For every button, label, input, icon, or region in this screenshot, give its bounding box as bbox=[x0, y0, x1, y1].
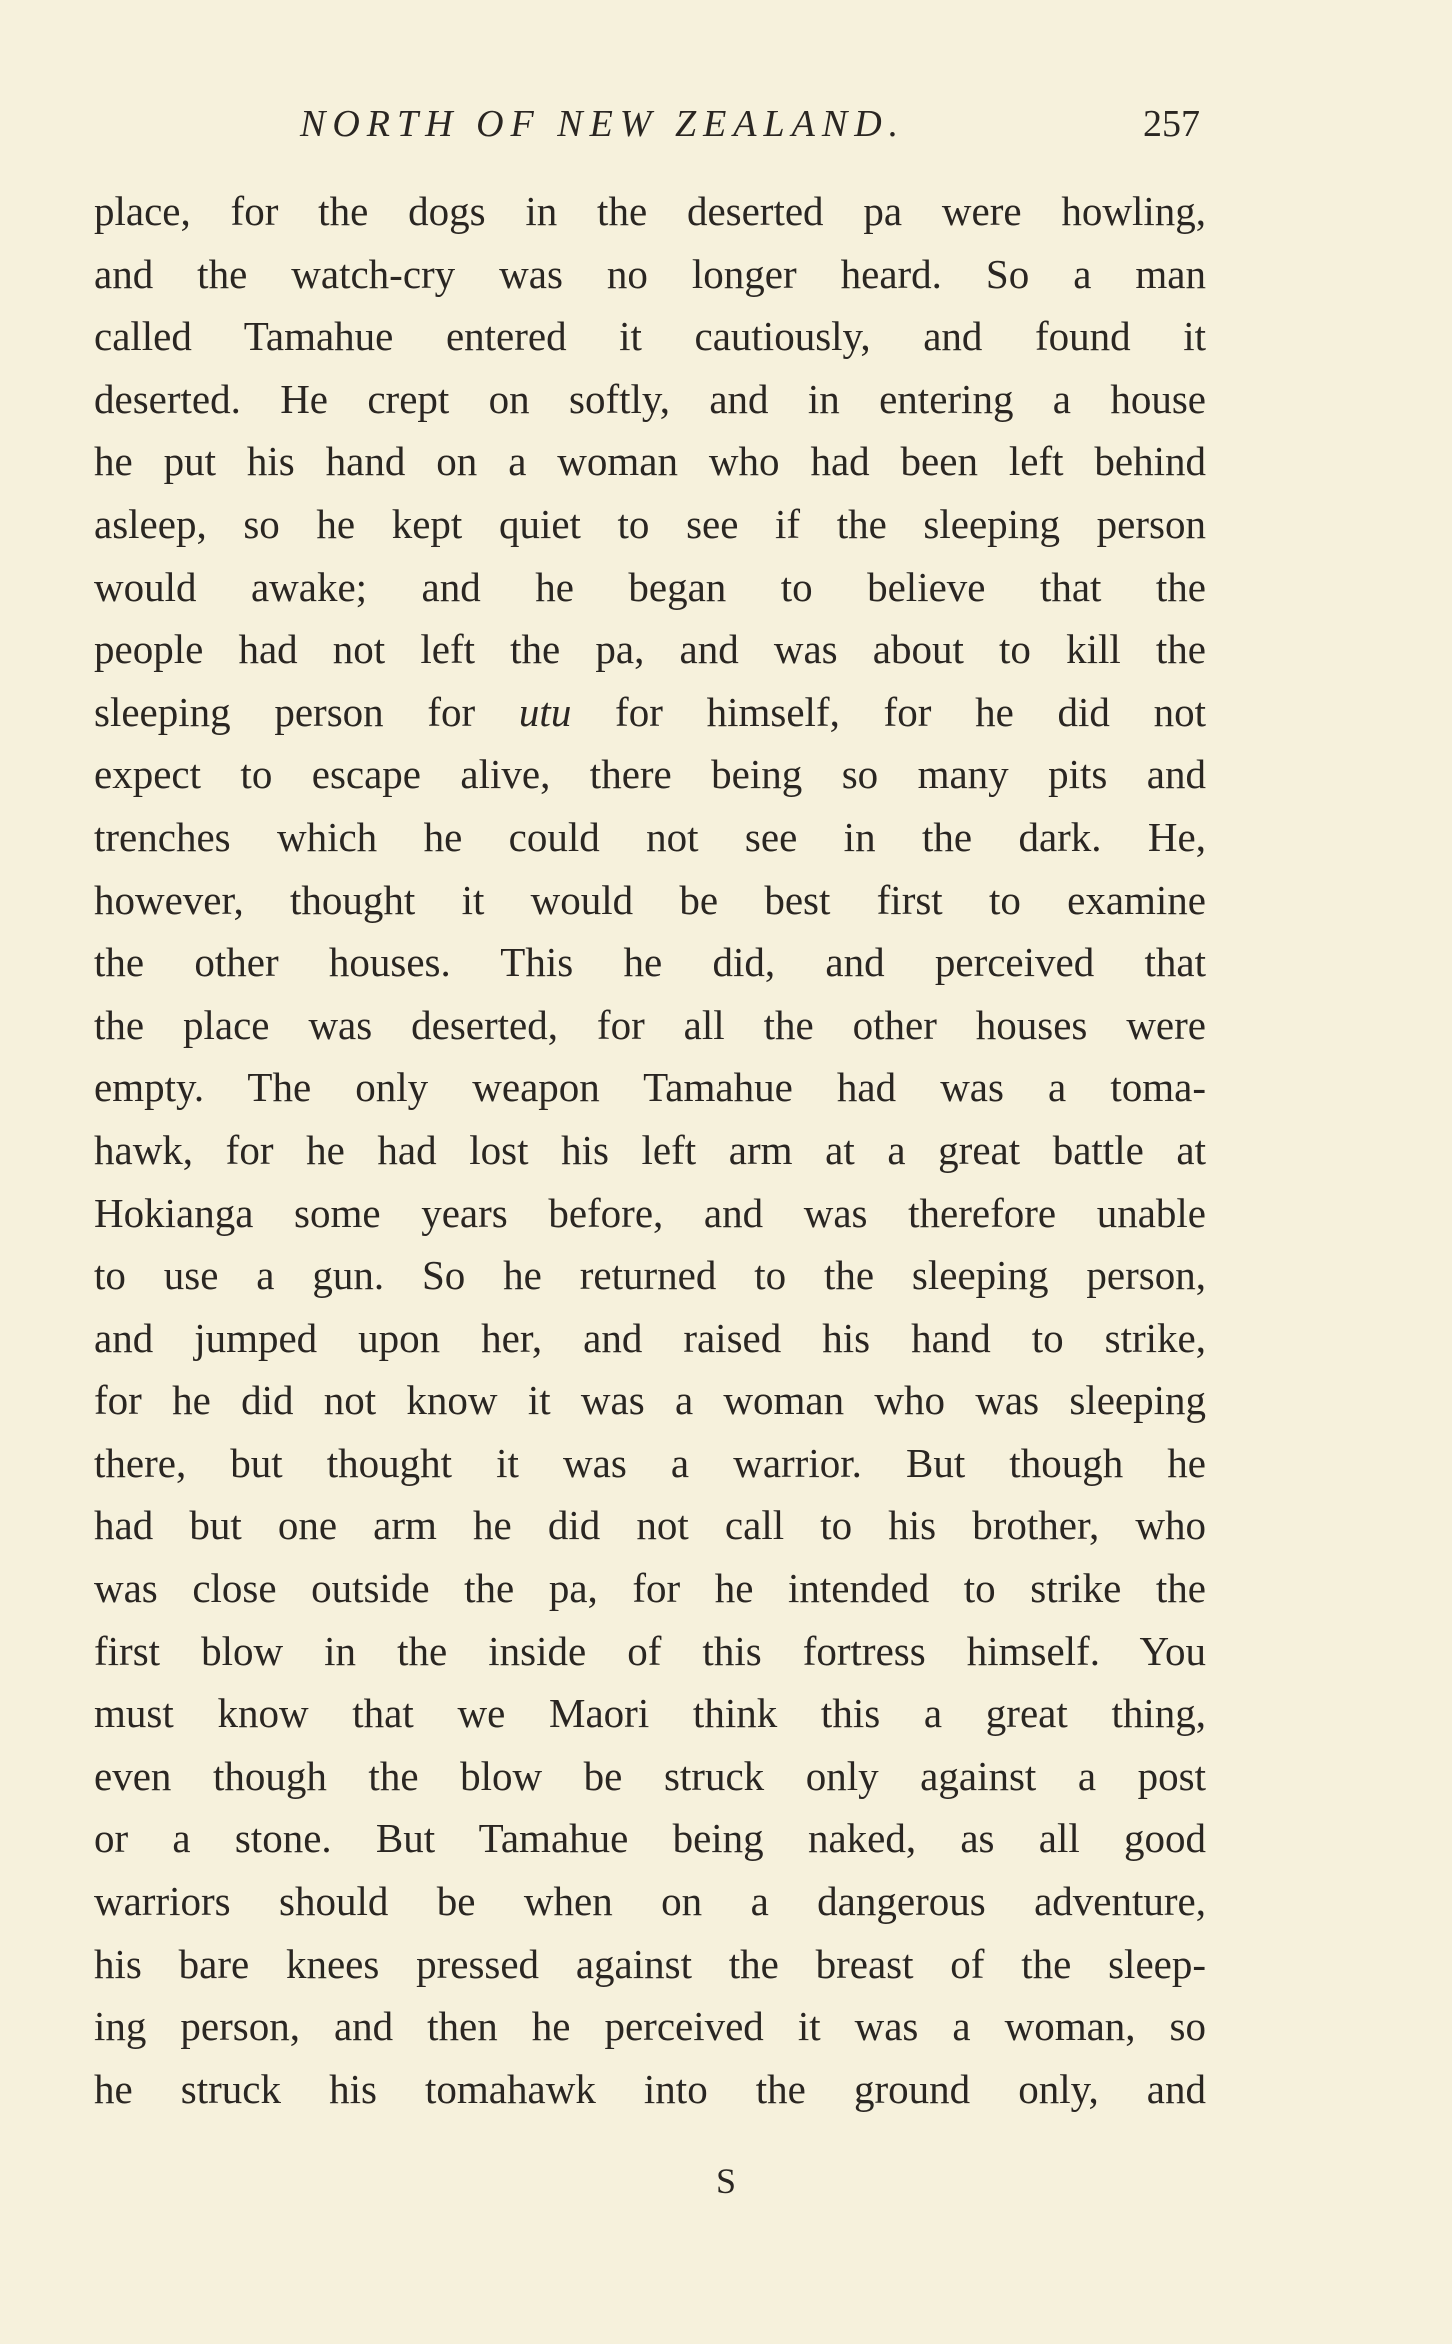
text-line: there, but thought it was a warrior. But though he bbox=[94, 1439, 1206, 1486]
text-line: must know that we Maori think this a great thing, bbox=[94, 1690, 1206, 1737]
running-title: NORTH OF NEW ZEALAND. bbox=[300, 103, 906, 145]
text-line: or a stone. But Tamahue being naked, as all good bbox=[94, 1815, 1206, 1862]
text-line: to use a gun. So he returned to the sleeping person, bbox=[94, 1252, 1206, 1299]
text-line: ing person, and then he perceived it was a woman, so bbox=[94, 2003, 1206, 2050]
text-line: would awake; and he began to believe that the bbox=[94, 563, 1206, 610]
page-number: 257 bbox=[1143, 103, 1200, 145]
body-text bbox=[94, 180, 1206, 2120]
italic-word: utu bbox=[518, 688, 572, 735]
text-line: deserted. He crept on softly, and in entering a house bbox=[94, 375, 1206, 422]
text-line: expect to escape alive, there being so many pits and bbox=[94, 751, 1206, 798]
text-line: first blow in the inside of this fortress himself. You bbox=[94, 1627, 1206, 1674]
text-segment: sleeping person for bbox=[94, 688, 519, 735]
text-line: even though the blow be struck only against a post bbox=[94, 1752, 1206, 1799]
text-segment: for himself, for he did not bbox=[571, 688, 1206, 735]
text-line: and jumped upon her, and raised his hand to strike, bbox=[94, 1314, 1206, 1361]
text-line: and the watch-cry was no longer heard. So a man bbox=[94, 250, 1206, 297]
text-line: he put his hand on a woman who had been left behind bbox=[94, 438, 1206, 485]
signature-mark: S bbox=[715, 2161, 737, 2201]
running-head bbox=[300, 102, 1200, 152]
text-line: warriors should be when on a dangerous adventure, bbox=[94, 1878, 1206, 1925]
text-line: place, for the dogs in the deserted pa were howling, bbox=[94, 188, 1206, 234]
text-line: empty. The only weapon Tamahue had was a toma- bbox=[94, 1064, 1206, 1111]
text-line: for he did not know it was a woman who was sleeping bbox=[94, 1377, 1206, 1424]
text-line: people had not left the pa, and was about to kill the bbox=[94, 626, 1206, 673]
text-line: the place was deserted, for all the other houses were bbox=[94, 1001, 1206, 1048]
text-line: had but one arm he did not call to his brother, who bbox=[94, 1502, 1206, 1549]
text-line: asleep, so he kept quiet to see if the sleeping person bbox=[94, 500, 1206, 547]
text-line: Hokianga some years before, and was therefore unable bbox=[94, 1189, 1206, 1236]
text-line: the other houses. This he did, and perceived that bbox=[94, 939, 1206, 986]
text-line: however, thought it would be best first to examine bbox=[94, 876, 1206, 923]
text-line: called Tamahue entered it cautiously, and found it bbox=[94, 313, 1206, 360]
text-line: his bare knees pressed against the breast of the sleep- bbox=[94, 1940, 1206, 1987]
text-line: was close outside the pa, for he intended to strike the bbox=[94, 1565, 1206, 1612]
text-line: trenches which he could not see in the dark. He, bbox=[94, 813, 1206, 860]
text-line: hawk, for he had lost his left arm at a great battle at bbox=[94, 1126, 1206, 1173]
text-line-with-italic bbox=[94, 681, 1206, 744]
text-line: he struck his tomahawk into the ground only, and bbox=[94, 2065, 1206, 2112]
